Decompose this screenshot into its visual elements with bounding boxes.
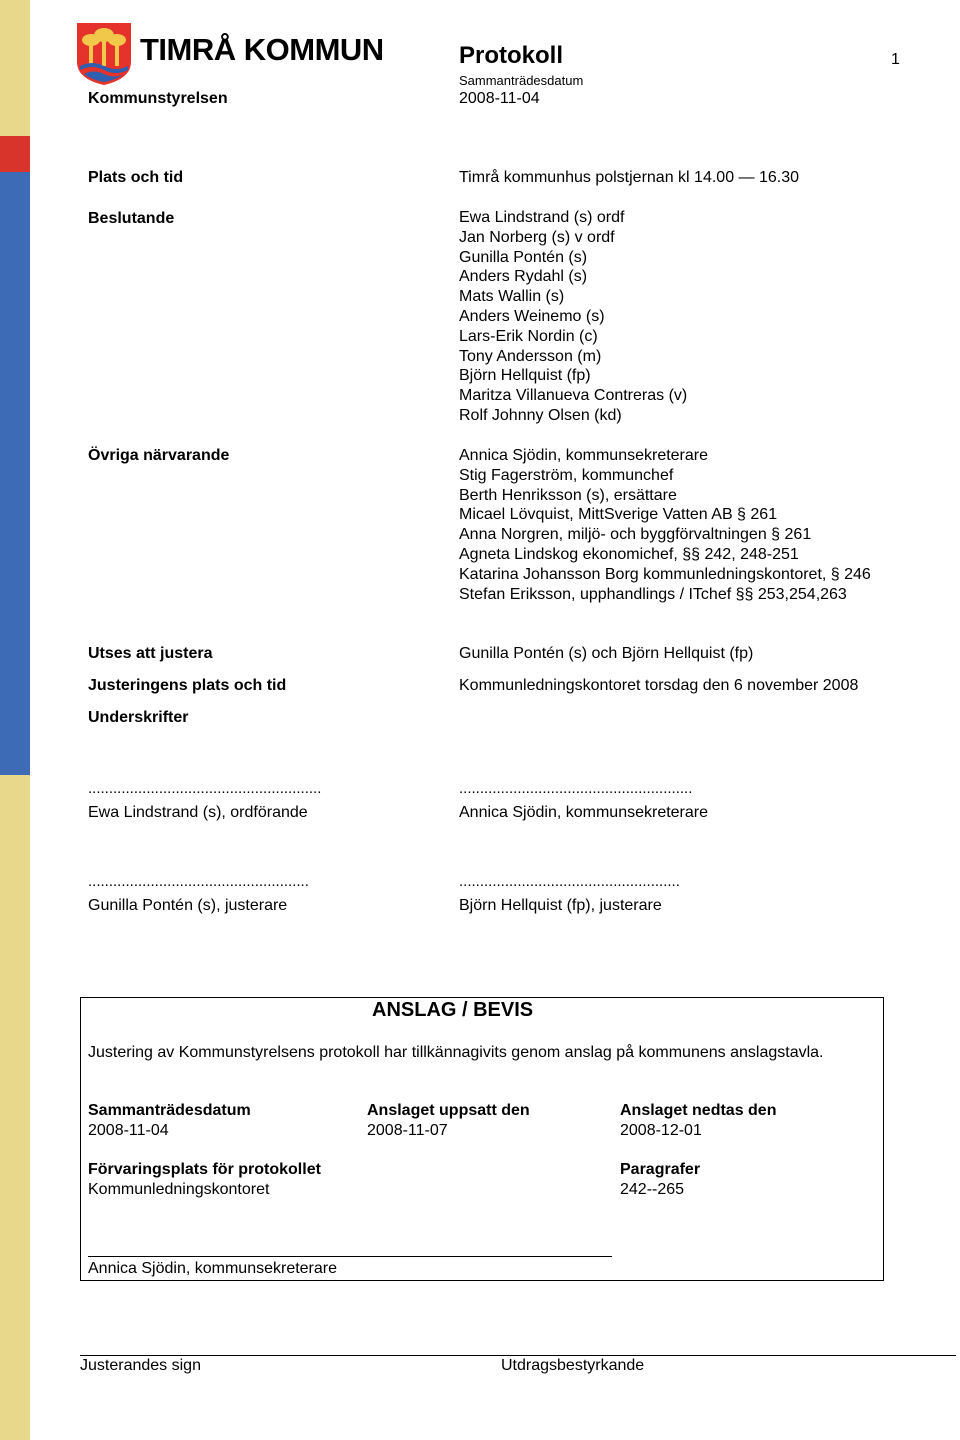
place-value: Timrå kommunhus polstjernan kl 14.00 — 16.30 — [459, 169, 800, 186]
signature-name: Gunilla Pontén (s), justerare — [88, 897, 288, 914]
posting-certificate-box — [80, 997, 884, 1281]
list-item: Annica Sjödin, kommunsekreterare — [459, 447, 709, 464]
list-item: Maritza Villanueva Contreras (v) — [459, 387, 688, 405]
organization-name: Kommunstyrelsen — [88, 90, 228, 107]
list-item: Ewa Lindstrand (s) ordf — [459, 209, 625, 226]
anslag-date-value: 2008-11-04 — [88, 1122, 169, 1139]
stripe-red — [0, 136, 30, 172]
document-title: Protokoll — [459, 42, 564, 69]
storage-value: Kommunledningskontoret — [88, 1181, 270, 1198]
logo-text: TIMRÅ KOMMUN — [140, 32, 384, 67]
list-item: Anders Rydahl (s) — [459, 268, 588, 286]
signature-line: ........................................................ — [88, 780, 322, 797]
list-item: Rolf Johnny Olsen (kd) — [459, 406, 622, 424]
stripe-blue — [0, 172, 30, 775]
anslag-removed-label: Anslaget nedtas den — [620, 1102, 777, 1119]
page-number: 1 — [891, 51, 900, 68]
signature-line: ........................................................ — [459, 780, 693, 797]
anslag-removed-value: 2008-12-01 — [620, 1122, 702, 1139]
list-item: Stefan Eriksson, upphandlings / ITchef §§ 253,254,263 — [459, 585, 847, 603]
list-item: Gunilla Pontén (s) — [459, 248, 588, 266]
signature-line: ..................................................... — [88, 873, 309, 890]
municipality-logo-icon — [76, 22, 132, 86]
storage-label: Förvaringsplats för protokollet — [88, 1161, 321, 1178]
anslag-posted-value: 2008-11-07 — [367, 1122, 448, 1139]
adjust-place-label: Justeringens plats och tid — [88, 677, 287, 694]
place-label: Plats och tid — [88, 169, 184, 186]
deciding-list — [459, 208, 687, 426]
list-item: Jan Norberg (s) v ordf — [459, 228, 615, 246]
adjust-place-value: Kommunledningskontoret torsdag den 6 november 2008 — [459, 677, 859, 694]
deciding-label: Beslutande — [88, 210, 175, 227]
list-item: Micael Lövquist, MittSverige Vatten AB § 261 — [459, 506, 778, 524]
list-item: Stig Fagerström, kommunchef — [459, 466, 674, 484]
list-item: Anders Weinemo (s) — [459, 307, 605, 325]
anslag-posted-label: Anslaget uppsatt den — [367, 1102, 530, 1119]
footer-left: Justerandes sign — [80, 1357, 201, 1374]
list-item: Lars-Erik Nordin (c) — [459, 327, 598, 345]
signature-name: Björn Hellquist (fp), justerare — [459, 897, 662, 914]
signature-line: ..................................................... — [459, 873, 680, 890]
stripe-yellow-bottom — [0, 775, 30, 1440]
date-label: Sammanträdesdatum — [459, 73, 584, 88]
list-item: Mats Wallin (s) — [459, 288, 565, 306]
signer-name: Annica Sjödin, kommunsekreterare — [88, 1260, 338, 1277]
signature-name: Ewa Lindstrand (s), ordförande — [88, 804, 308, 821]
others-label: Övriga närvarande — [88, 447, 230, 464]
list-item: Björn Hellquist (fp) — [459, 367, 591, 385]
anslag-text: Justering av Kommunstyrelsens protokoll har tillkännagivits genom anslag på kommunens anslagstavla. — [88, 1044, 824, 1061]
signature-name: Annica Sjödin, kommunsekreterare — [459, 804, 709, 821]
adjust-label: Utses att justera — [88, 645, 213, 662]
signer-line — [88, 1256, 612, 1257]
adjust-value: Gunilla Pontén (s) och Björn Hellquist (fp) — [459, 645, 754, 662]
footer-rule — [80, 1355, 956, 1356]
stripe-yellow-top — [0, 0, 30, 136]
signatures-label: Underskrifter — [88, 709, 189, 726]
list-item: Tony Andersson (m) — [459, 347, 602, 365]
list-item: Anna Norgren, miljö- och byggförvaltningen § 261 — [459, 526, 812, 544]
list-item: Agneta Lindskog ekonomichef, §§ 242, 248-251 — [459, 545, 799, 563]
list-item: Katarina Johansson Borg kommunledningskontoret, § 246 — [459, 565, 871, 583]
footer-right: Utdragsbestyrkande — [501, 1357, 645, 1374]
anslag-title: ANSLAG / BEVIS — [372, 999, 534, 1021]
anslag-date-label: Sammanträdesdatum — [88, 1102, 251, 1119]
meeting-date: 2008-11-04 — [459, 90, 540, 107]
paragraphs-label: Paragrafer — [620, 1161, 701, 1178]
list-item: Berth Henriksson (s), ersättare — [459, 486, 677, 504]
paragraphs-value: 242--265 — [620, 1181, 685, 1198]
others-list — [459, 446, 871, 604]
